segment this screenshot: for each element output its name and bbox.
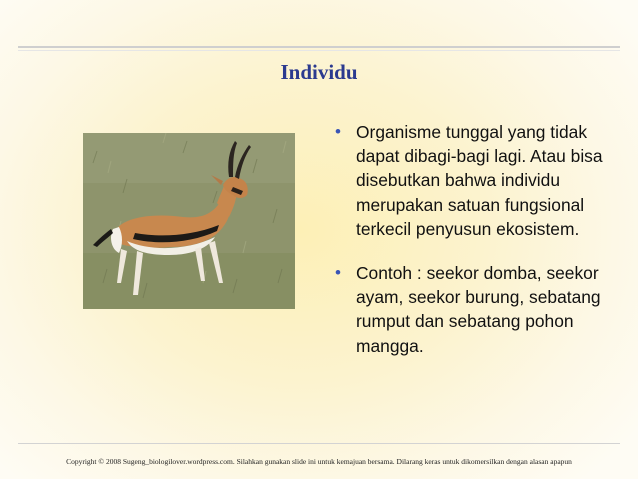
copyright-footer: Copyright © 2008 Sugeng_biologilover.wordpress.com. Silahkan gunakan slide ini untuk kemajuan bersama. Dilarang keras untuk dikomersilkan dengan alasan apapun	[66, 457, 572, 466]
gazelle-photo	[83, 133, 295, 309]
bullet-item-definition	[335, 120, 625, 241]
bullet-text: Contoh : seekor domba, seekor ayam, seekor burung, sebatang rumput dan sebatang pohon mangga.	[356, 263, 601, 356]
gazelle-illustration	[83, 133, 295, 309]
bullet-dot-icon: •	[335, 263, 341, 283]
bullet-text: Organisme tunggal yang tidak dapat dibagi-bagi lagi. Atau bisa disebutkan bahwa individu merupakan satuan fungsional terkecil penyusun ekosistem.	[356, 122, 603, 239]
bottom-divider	[18, 443, 620, 444]
slide-title: Individu	[280, 60, 358, 84]
top-divider-secondary	[18, 50, 620, 51]
bullet-item-example	[335, 261, 625, 358]
bullet-dot-icon: •	[335, 122, 341, 141]
bullet-list	[335, 120, 625, 378]
top-divider	[18, 46, 620, 48]
